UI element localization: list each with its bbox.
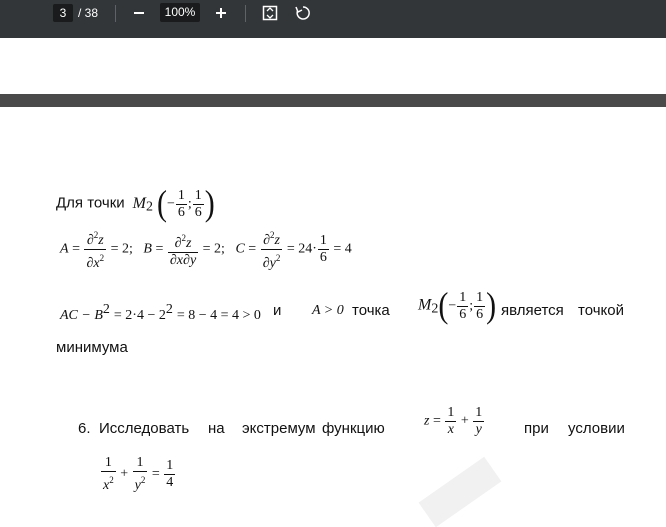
zoom-level-input[interactable]: 100% <box>160 3 200 22</box>
function-formula: z = $\frac{1}{x}$ + $\frac{1}{y}$ <box>424 405 483 437</box>
point-m2-inline: $M_2(-$ $\frac{1}{6}$ ; $\frac{1}{6}$ ) <box>418 285 497 326</box>
zoom-in-button[interactable] <box>212 3 230 23</box>
fraction: $\frac{1}{6}$ <box>194 187 202 220</box>
plus-icon <box>215 7 227 19</box>
toolbar-divider <box>245 5 246 22</box>
second-derivatives-line: A = $\frac{\partial^2z}{\partial x^2}$ = 2; B = $\frac{\partial^2z}{\partial x\partial y}$ = 2; C = $\frac{\partial^2z}{\partial y^2}$ = 24· $\frac{1}{6}$ = 4 <box>60 227 352 272</box>
discriminant-line: AC − $B^2 = 2\cdot 4 - 2^2 = 8 - 4 = 4 > 0$ <box>60 302 261 323</box>
condition-formula: $\frac{1}{x^2}$ + $\frac{1}{y^2}$ = $\frac{1}{4}$ <box>103 455 174 493</box>
fraction: $\frac{1}{6}$ <box>177 187 185 220</box>
text-dlya-tochki: Для точки <box>56 194 125 212</box>
page-number-input[interactable]: 3 <box>53 4 73 22</box>
task-word: функцию <box>322 420 385 437</box>
text-tochka: точка <box>352 302 390 319</box>
page-total: / 38 <box>78 6 99 20</box>
text-minimuma: минимума <box>56 339 128 356</box>
task-word: экстремум <box>242 420 316 437</box>
minus-icon <box>133 7 145 19</box>
point-name: M <box>132 194 146 212</box>
task-number: 6. <box>78 420 91 437</box>
previous-page-bottom <box>0 38 666 94</box>
pdf-page <box>0 107 666 505</box>
page-separator <box>0 94 666 107</box>
rotate-icon <box>295 5 311 21</box>
discriminant-result: = 8 − 4 = 4 > 0 <box>176 308 261 323</box>
task-word: на <box>208 420 225 437</box>
watermark-shape <box>419 457 502 527</box>
task-word: Исследовать <box>99 420 190 437</box>
text-i: и <box>273 302 282 319</box>
toolbar-divider <box>115 5 116 22</box>
a-positive: A > 0 <box>312 303 344 318</box>
fit-to-page-button[interactable] <box>260 3 280 23</box>
discriminant-expr-rest: = 2·4 − 2 <box>113 308 166 323</box>
text-yavlyaetsya: является <box>501 302 564 319</box>
discriminant-expr: AC − B <box>60 308 103 323</box>
zoom-out-button[interactable] <box>130 3 148 23</box>
point-line: Для точки $M_2$ (− $\frac{1}{6}$ ; $\frac{1}{6}$ ) <box>56 183 215 224</box>
fit-page-icon <box>262 5 278 21</box>
pdf-toolbar <box>0 0 666 38</box>
text-tochkoy: точкой <box>578 302 624 319</box>
text-pri: при <box>524 420 549 437</box>
rotate-button[interactable] <box>293 3 313 23</box>
point-subscript: 2 <box>146 199 153 215</box>
text-uslovii: условии <box>568 420 625 437</box>
